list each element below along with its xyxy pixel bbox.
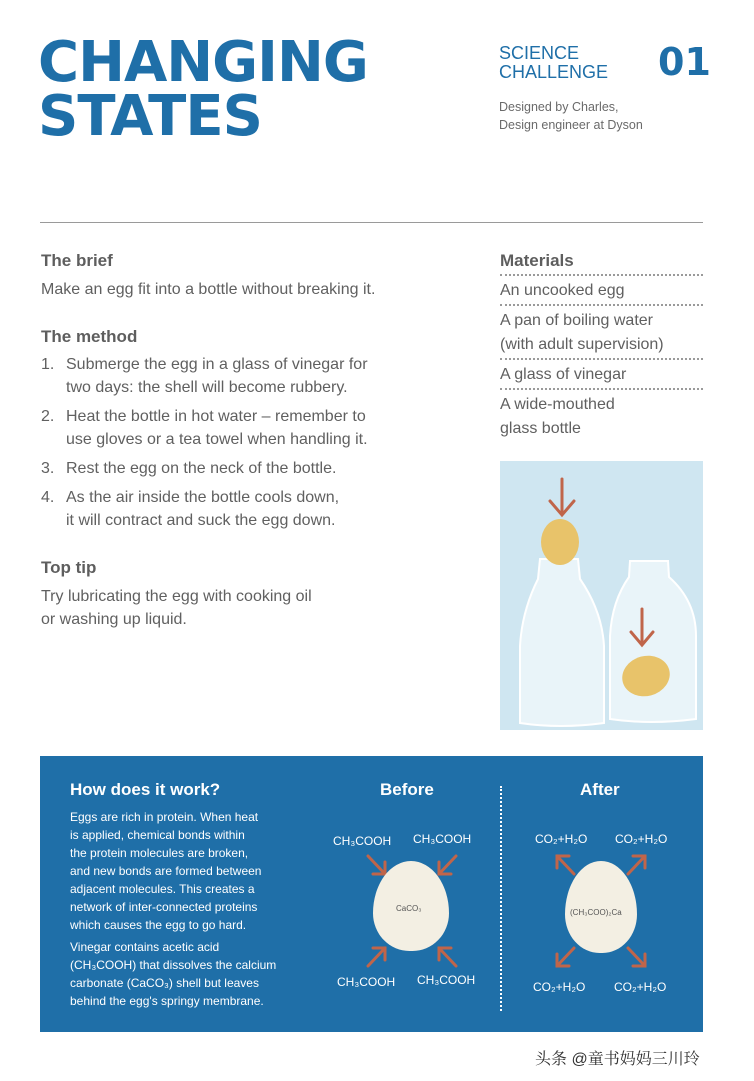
material-line: (with adult supervision) bbox=[500, 336, 664, 353]
arrow-icon bbox=[557, 948, 574, 966]
step-number: 4. bbox=[41, 489, 55, 506]
title-line-2: STATES bbox=[38, 84, 262, 149]
right-bottle bbox=[610, 561, 696, 722]
brief-text: Make an egg fit into a bottle without breaking it. bbox=[41, 281, 376, 298]
material-line: A pan of boiling water bbox=[500, 312, 653, 329]
arrow-icon bbox=[557, 856, 574, 874]
how-line: the protein molecules are broken, bbox=[70, 846, 249, 860]
step-line: two days: the shell will become rubbery. bbox=[66, 379, 348, 396]
tip-line: or washing up liquid. bbox=[41, 611, 187, 628]
before-chem-bottom-left: CH₃COOH bbox=[337, 975, 396, 989]
step-number: 3. bbox=[41, 460, 55, 477]
after-chem-top-left: CO₂+H₂O bbox=[535, 832, 588, 846]
materials-heading: Materials bbox=[500, 251, 574, 270]
material-line: glass bottle bbox=[500, 420, 581, 437]
how-line: carbonate (CaCO₃) shell but leaves bbox=[70, 976, 259, 990]
how-line: is applied, chemical bonds within bbox=[70, 828, 245, 842]
method-step bbox=[41, 405, 461, 451]
header-divider bbox=[40, 222, 703, 223]
page-title bbox=[38, 30, 368, 149]
title-line-1: CHANGING bbox=[38, 30, 368, 95]
challenge-number: 01 bbox=[658, 40, 711, 84]
step-line: As the air inside the bottle cools down, bbox=[66, 489, 340, 506]
designer-line-2: Design engineer at Dyson bbox=[499, 118, 643, 132]
series-line-1: SCIENCE bbox=[499, 43, 580, 63]
how-it-works-panel bbox=[40, 756, 703, 1032]
material-item bbox=[500, 274, 703, 304]
after-heading: After bbox=[580, 780, 620, 799]
arrow-icon bbox=[368, 856, 385, 874]
before-chem-top-left: CH₃COOH bbox=[333, 834, 392, 848]
step-number: 2. bbox=[41, 408, 55, 425]
how-line: and new bonds are formed between bbox=[70, 864, 262, 878]
before-egg-label: CaCO₃ bbox=[396, 904, 422, 913]
step-line: Submerge the egg in a glass of vinegar for bbox=[66, 356, 368, 373]
arrow-icon bbox=[628, 948, 645, 966]
after-chem-top-right: CO₂+H₂O bbox=[615, 832, 668, 846]
tip-text bbox=[41, 585, 312, 631]
method-step bbox=[41, 457, 461, 480]
step-line: use gloves or a tea towel when handling it. bbox=[66, 431, 368, 448]
step-line: it will contract and suck the egg down. bbox=[66, 512, 336, 529]
arrow-down-icon bbox=[550, 479, 574, 515]
before-heading: Before bbox=[380, 780, 434, 799]
arrow-icon bbox=[628, 856, 645, 874]
egg-bottle-illustration bbox=[500, 461, 703, 730]
series-line-2: CHALLENGE bbox=[499, 62, 609, 82]
method-step bbox=[41, 486, 461, 532]
before-chem-bottom-right: CH₃COOH bbox=[417, 973, 476, 987]
method-heading: The method bbox=[41, 327, 138, 346]
brief-heading: The brief bbox=[41, 251, 113, 270]
step-number: 1. bbox=[41, 356, 55, 373]
how-line: Eggs are rich in protein. When heat bbox=[70, 810, 259, 824]
arrow-icon bbox=[368, 948, 385, 966]
tip-line: Try lubricating the egg with cooking oil bbox=[41, 588, 312, 605]
how-line: (CH₃COOH) that dissolves the calcium bbox=[70, 958, 277, 972]
watermark: 头条 @童书妈妈三川玲 bbox=[535, 1051, 700, 1068]
after-chem-bottom-right: CO₂+H₂O bbox=[614, 980, 667, 994]
how-line: Vinegar contains acetic acid bbox=[70, 940, 220, 954]
material-line: A glass of vinegar bbox=[500, 366, 627, 383]
material-item bbox=[500, 304, 703, 358]
arrow-icon bbox=[439, 948, 456, 966]
step-line: Heat the bottle in hot water – remember to bbox=[66, 408, 366, 425]
designer-credit bbox=[499, 98, 643, 134]
method-steps bbox=[41, 353, 461, 538]
before-chem-top-right: CH₃COOH bbox=[413, 832, 472, 846]
arrow-icon bbox=[439, 856, 456, 874]
how-heading: How does it work? bbox=[70, 780, 221, 799]
how-line: adjacent molecules. This creates a bbox=[70, 882, 255, 896]
how-line: which causes the egg to go hard. bbox=[70, 918, 247, 932]
material-item bbox=[500, 358, 703, 388]
egg-on-neck-icon bbox=[541, 519, 579, 565]
method-step bbox=[41, 353, 461, 399]
step-line: Rest the egg on the neck of the bottle. bbox=[66, 460, 337, 477]
after-chem-bottom-left: CO₂+H₂O bbox=[533, 980, 586, 994]
materials-list bbox=[500, 274, 703, 442]
how-line: network of inter-connected proteins bbox=[70, 900, 258, 914]
series-label bbox=[499, 44, 608, 82]
material-item bbox=[500, 388, 703, 442]
before-after-divider bbox=[500, 786, 502, 1011]
designer-line-1: Designed by Charles, bbox=[499, 100, 619, 114]
tip-heading: Top tip bbox=[41, 558, 97, 577]
illustration-svg bbox=[500, 461, 703, 730]
material-line: An uncooked egg bbox=[500, 282, 625, 299]
material-line: A wide-mouthed bbox=[500, 396, 615, 413]
how-line: behind the egg's springy membrane. bbox=[70, 994, 264, 1008]
left-bottle bbox=[520, 559, 604, 726]
after-egg-label: (CH₃COO)₂Ca bbox=[570, 908, 622, 917]
